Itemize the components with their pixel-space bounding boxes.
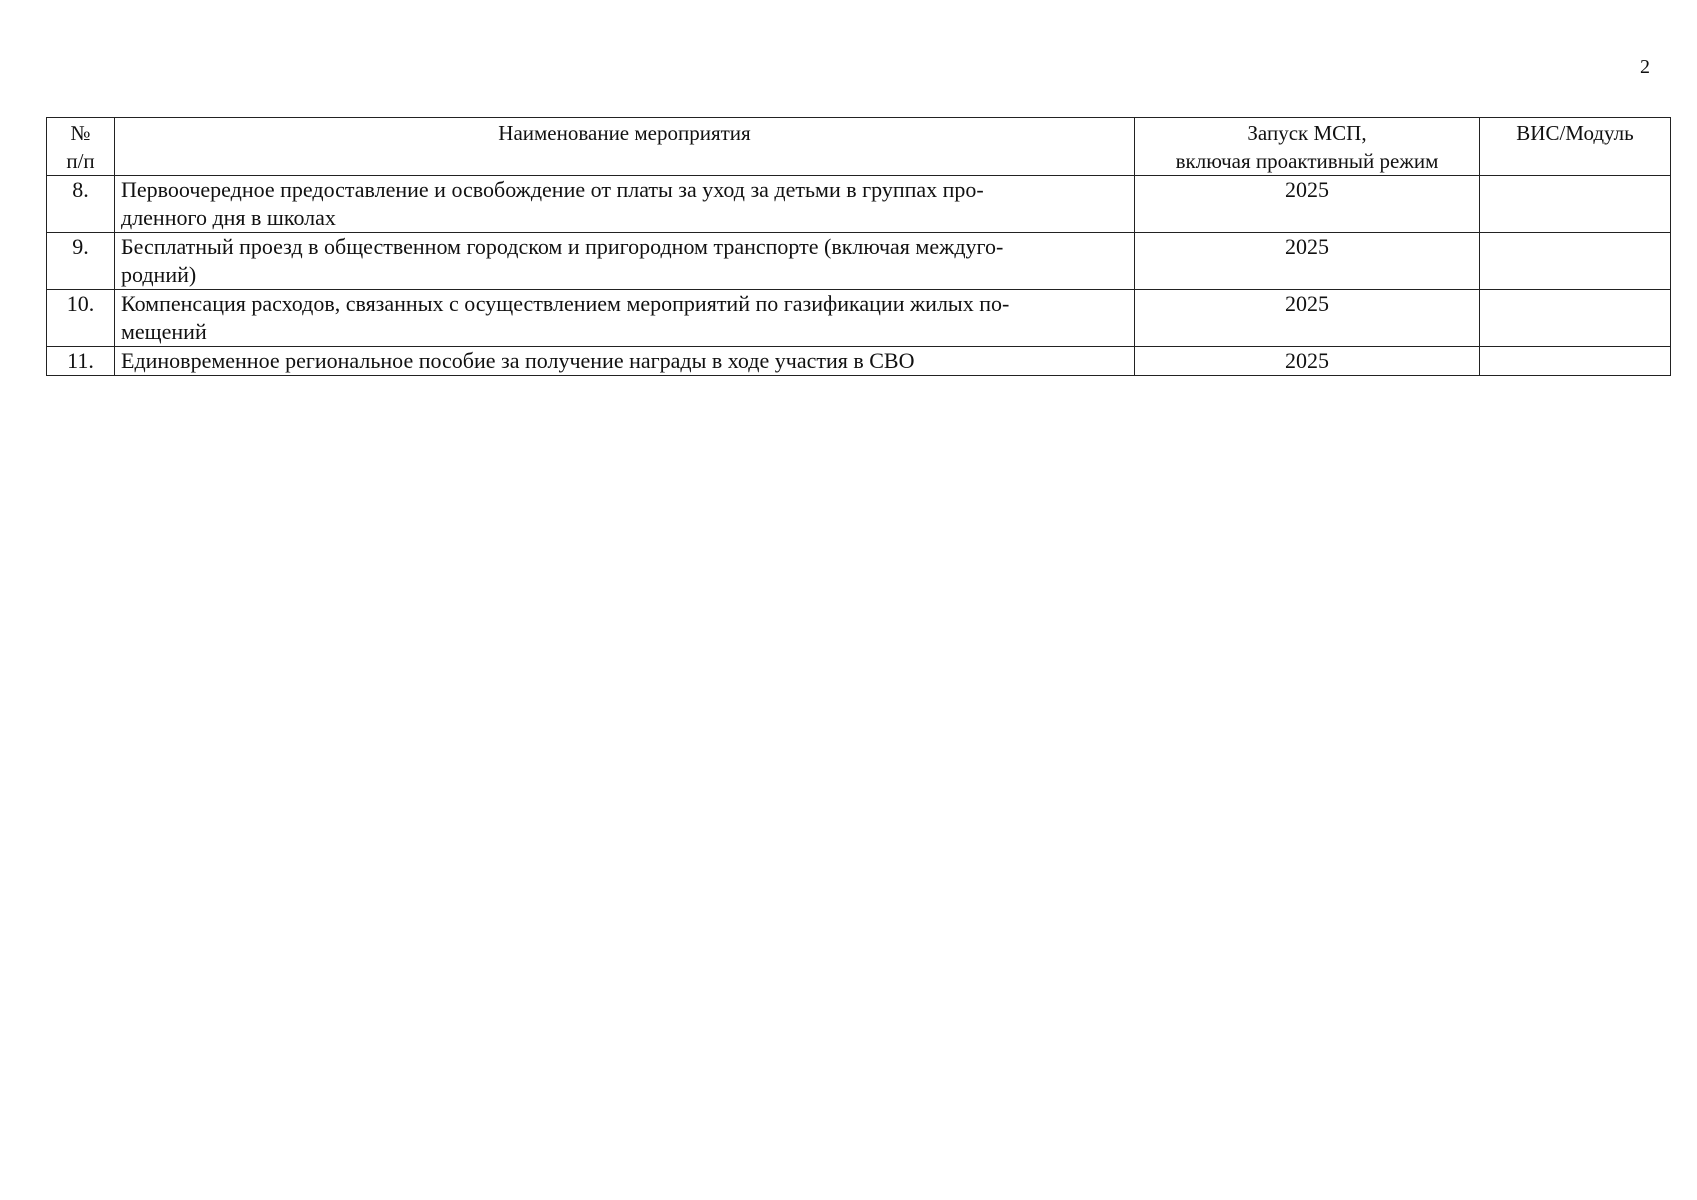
header-name-label: Наименование мероприятия: [498, 121, 751, 145]
page-number: 2: [1640, 56, 1650, 78]
row-name-line: мещений: [121, 319, 207, 344]
row-vis: [1480, 347, 1671, 376]
row-launch-year: 2025: [1135, 290, 1480, 347]
header-num: [47, 118, 115, 176]
header-num-line-1: №: [70, 121, 91, 145]
row-launch-year: 2025: [1135, 176, 1480, 233]
row-launch-year: 2025: [1135, 233, 1480, 290]
header-launch-line-2: включая проактивный режим: [1175, 149, 1439, 173]
row-num: 8.: [47, 176, 115, 233]
header-vis-label: ВИС/Модуль: [1516, 121, 1634, 145]
row-name-line: родний): [121, 262, 197, 287]
measures-table: [46, 117, 1671, 376]
table-header-row: [47, 118, 1671, 176]
header-name: [115, 118, 1135, 176]
row-vis: [1480, 290, 1671, 347]
header-num-line-2: п/п: [66, 149, 95, 173]
row-name: [115, 290, 1135, 347]
header-vis: [1480, 118, 1671, 176]
table-row: [47, 347, 1671, 376]
row-vis: [1480, 176, 1671, 233]
table-row: [47, 233, 1671, 290]
row-name-line: Бесплатный проезд в общественном городском и пригородном транспорте (включая междуго-: [121, 234, 1004, 259]
row-name-line: Первоочередное предоставление и освобождение от платы за уход за детьми в группах про-: [121, 177, 984, 202]
header-launch-line-1: Запуск МСП,: [1247, 121, 1367, 145]
row-name: [115, 176, 1135, 233]
row-name: [115, 233, 1135, 290]
row-launch-year: 2025: [1135, 347, 1480, 376]
row-num: 11.: [47, 347, 115, 376]
row-name-line: Компенсация расходов, связанных с осуществлением мероприятий по газификации жилых по-: [121, 291, 1010, 316]
table-row: [47, 176, 1671, 233]
header-launch: [1135, 118, 1480, 176]
row-num: 9.: [47, 233, 115, 290]
row-vis: [1480, 233, 1671, 290]
row-name-line: Единовременное региональное пособие за получение награды в ходе участия в СВО: [121, 348, 915, 373]
row-name: [115, 347, 1135, 376]
row-name-line: дленного дня в школах: [121, 205, 336, 230]
row-num: 10.: [47, 290, 115, 347]
table-row: [47, 290, 1671, 347]
